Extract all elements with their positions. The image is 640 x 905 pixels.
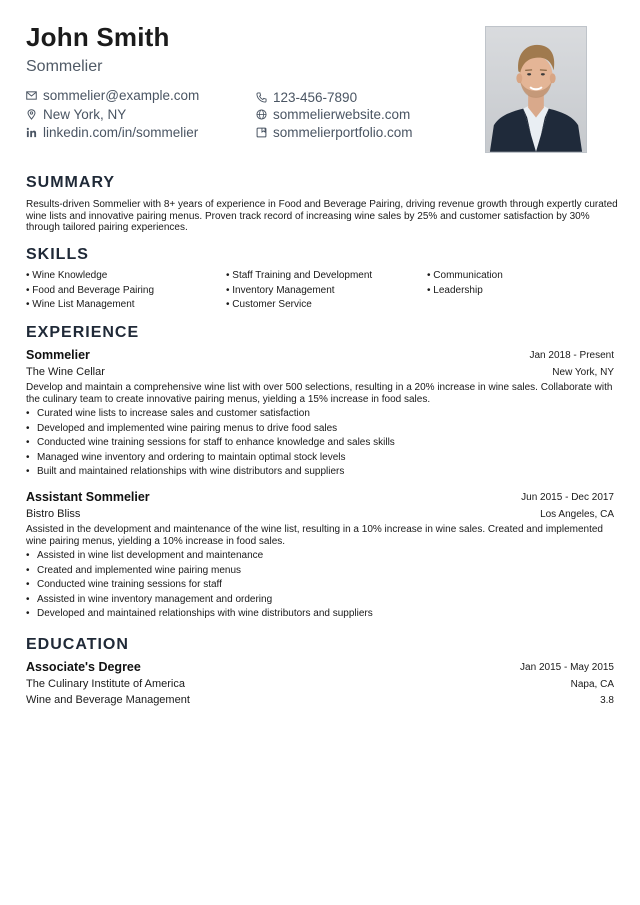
job-dates: Jan 2018 - Present <box>529 350 614 361</box>
job-bullet: • Built and maintained relationships with wine distributors and suppliers <box>26 466 345 477</box>
field-of-study: Wine and Beverage Management <box>26 694 190 706</box>
experience-heading: EXPERIENCE <box>26 324 140 341</box>
skill-item: • Customer Service <box>226 299 312 310</box>
globe-icon <box>256 109 267 120</box>
map-pin-icon <box>26 109 37 120</box>
contact-website[interactable] <box>256 107 410 122</box>
job-bullet: • Conducted wine training sessions for staff <box>26 579 222 590</box>
job-company: The Wine Cellar <box>26 366 105 378</box>
email-text: sommelier@example.com <box>43 88 200 103</box>
candidate-name: John Smith <box>26 22 170 52</box>
portfolio-text: sommelierportfolio.com <box>273 125 413 140</box>
profile-photo <box>485 26 587 153</box>
job-title: Sommelier <box>26 348 90 362</box>
job-description: Assisted in the development and maintenance of the wine list, resulting in a 10% increase in wine sales. Created and implemented wine pairing menus, yielding a 10% increase in food sales. <box>26 524 603 547</box>
skill-item: • Wine List Management <box>26 299 135 310</box>
degree-title: Associate's Degree <box>26 660 141 674</box>
contact-phone[interactable] <box>256 90 357 105</box>
job-bullet: • Created and implemented wine pairing menus <box>26 565 242 576</box>
job-bullet: • Conducted wine training sessions for staff to enhance knowledge and sales skills <box>26 437 395 448</box>
skill-item: • Staff Training and Development <box>226 270 373 281</box>
contact-linkedin[interactable] <box>26 125 198 140</box>
website-text: sommelierwebsite.com <box>273 107 411 122</box>
skill-item: • Food and Beverage Pairing <box>26 285 155 296</box>
skill-item: • Wine Knowledge <box>26 270 108 281</box>
education-gpa: 3.8 <box>600 695 614 706</box>
job-location: Los Angeles, CA <box>540 509 614 520</box>
school-name: The Culinary Institute of America <box>26 678 185 690</box>
skill-item: • Inventory Management <box>226 285 335 296</box>
job-bullet: • Developed and implemented wine pairing menus to drive food sales <box>26 423 338 434</box>
contact-email[interactable] <box>26 88 199 103</box>
school-location: Napa, CA <box>570 679 614 690</box>
summary-heading: SUMMARY <box>26 174 116 191</box>
job-location: New York, NY <box>552 367 614 378</box>
job-company: Bistro Bliss <box>26 508 81 520</box>
linkedin-icon <box>26 127 37 138</box>
job-dates: Jun 2015 - Dec 2017 <box>521 492 614 503</box>
skills-heading: SKILLS <box>26 246 89 263</box>
job-bullet: • Managed wine inventory and ordering to maintain optimal stock levels <box>26 452 346 463</box>
education-dates: Jan 2015 - May 2015 <box>520 662 614 673</box>
job-bullet: • Assisted in wine list development and maintenance <box>26 550 264 561</box>
contact-location <box>26 107 126 122</box>
envelope-icon <box>26 90 37 101</box>
location-text: New York, NY <box>43 107 127 122</box>
job-bullet: • Developed and maintained relationships with wine distributors and suppliers <box>26 608 373 619</box>
skill-item: • Communication <box>427 270 503 281</box>
summary-text: Results-driven Sommelier with 8+ years of experience in Food and Beverage Pairing, driving revenue growth through expertly curated wine lists and innovative pairing menus. Proven track record of increasing wine sales by 25% and customer satisfaction by 30% through tailored pairing experiences. <box>26 199 618 233</box>
phone-icon <box>256 92 267 103</box>
portfolio-icon <box>256 127 267 138</box>
job-bullet: • Assisted in wine inventory management and ordering <box>26 594 273 605</box>
portrait-image <box>486 27 586 152</box>
education-heading: EDUCATION <box>26 636 129 653</box>
job-bullet: • Curated wine lists to increase sales and customer satisfaction <box>26 408 310 419</box>
contact-portfolio[interactable] <box>256 125 413 140</box>
job-title: Assistant Sommelier <box>26 490 150 504</box>
job-description: Develop and maintain a comprehensive wine list with over 500 selections, resulting in a 20% increase in wine sales. Collaborate with the culinary team to create innovative pairing menus, yielding a 15% increase in food sales. <box>26 382 613 405</box>
candidate-title: Sommelier <box>26 58 103 75</box>
linkedin-text: linkedin.com/in/sommelier <box>43 125 199 140</box>
phone-text: 123-456-7890 <box>273 90 358 105</box>
skill-item: • Leadership <box>427 285 483 296</box>
